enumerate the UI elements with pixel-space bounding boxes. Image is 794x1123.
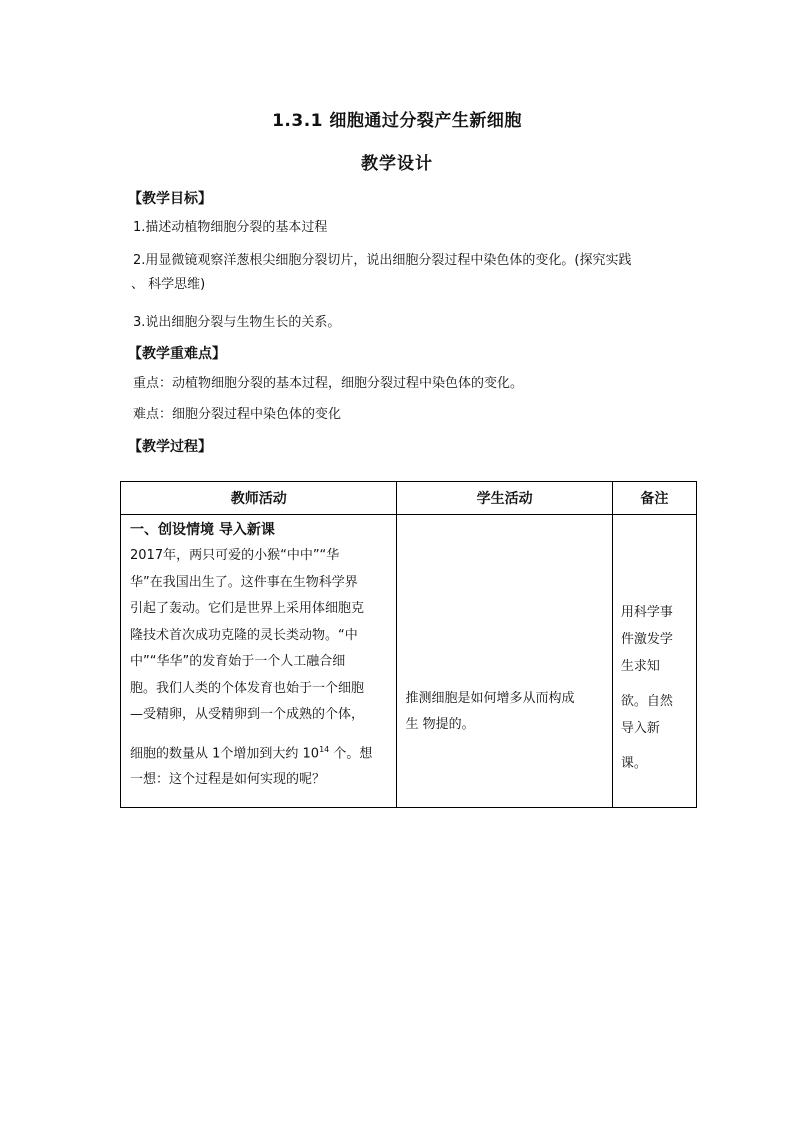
teacher-activity-cell (121, 515, 397, 808)
column-header-student: 学生活动 (397, 482, 612, 515)
page-subtitle: 教学设计 (361, 154, 433, 174)
page-title: 1.3.1 细胞通过分裂产生新细胞 (272, 111, 522, 131)
cell-count-text: 细胞的数量从 1个增加到大约 10 (130, 745, 320, 761)
section-title: 一、创设情境 导入新课 (130, 522, 275, 538)
student-activity-text (405, 686, 605, 738)
note-line: 件激发学 (620, 632, 673, 647)
teacher-line: 中”“华华”的发育始于一个人工融合细 (130, 654, 346, 669)
table-row (121, 515, 697, 808)
student-line: 推测细胞是如何增多从而构成 (405, 691, 575, 706)
teacher-line: —受精卵，从受精卵到一个成熟的个体， (130, 707, 365, 722)
keypoints-heading: 【教学重难点】 (128, 346, 226, 362)
teacher-line: 2017年，两只可爱的小猴“中中”“华 (130, 548, 340, 563)
goal-item-1: 1.描述动植物细胞分裂的基本过程 (133, 220, 328, 235)
goal-item-2-cont: 、 科学思维) (131, 277, 206, 292)
note-line: 欲。自然 (620, 694, 673, 709)
teacher-line: 引起了轰动。它们是世界上采用体细胞克 (130, 601, 365, 616)
key-point: 重点：动植物细胞分裂的基本过程，细胞分裂过程中染色体的变化。 (133, 376, 524, 391)
teacher-line: 胞。我们人类的个体发育也始于一个细胞 (130, 680, 365, 696)
student-line: 生 物提的。 (405, 717, 475, 732)
exponent: 14 (319, 744, 330, 754)
notes-text (621, 599, 691, 777)
student-activity-cell (397, 515, 612, 808)
teacher-line: 隆技术首次成功克隆的灵长类动物。“中 (130, 627, 358, 643)
column-header-teacher: 教师活动 (121, 482, 397, 515)
note-line: 用科学事 (620, 605, 673, 620)
column-header-notes: 备注 (612, 482, 696, 515)
teacher-activity-text (130, 543, 386, 794)
process-heading: 【教学过程】 (128, 439, 212, 455)
teacher-line: 一想：这个过程是如何实现的呢？ (130, 772, 326, 788)
teacher-line-cell-count (130, 737, 386, 768)
process-table (120, 481, 697, 808)
goals-heading: 【教学目标】 (128, 191, 212, 207)
goal-item-2: 2.用显微镜观察洋葱根尖细胞分裂切片，说出细胞分裂过程中染色体的变化。(探究实践 (133, 253, 632, 268)
note-line: 导入新 (620, 721, 660, 736)
note-line: 课。 (620, 756, 647, 771)
note-line: 生求知 (620, 659, 660, 674)
notes-cell (612, 515, 696, 808)
table-header-row (121, 482, 697, 515)
cell-count-text-end: 个。想 (329, 745, 373, 761)
teacher-line: 华”在我国出生了。这件事在生物科学界 (130, 574, 358, 590)
goal-item-3: 3.说出细胞分裂与生物生长的关系。 (133, 315, 341, 330)
difficult-point: 难点：细胞分裂过程中染色体的变化 (133, 407, 342, 422)
